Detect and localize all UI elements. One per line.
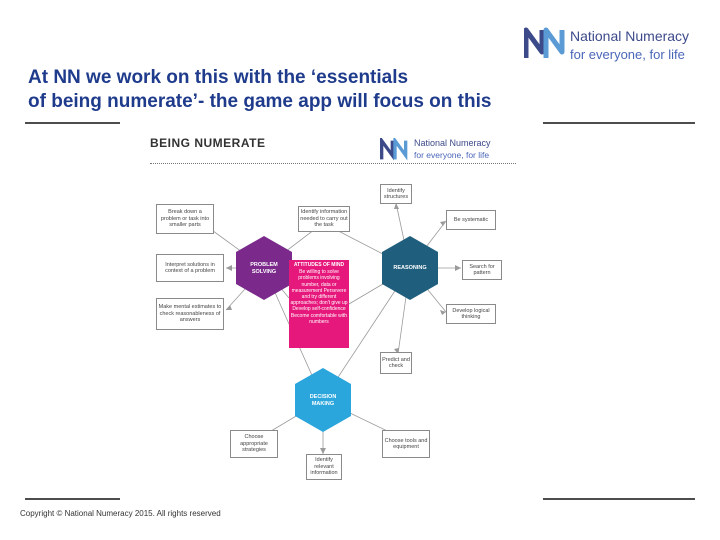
reasoning-label: REASONING <box>393 265 427 271</box>
diagram-logo-brand: National Numeracy <box>414 138 491 148</box>
attitudes-heading: ATTITUDES OF MIND <box>293 262 345 268</box>
divider-top-left <box>25 122 120 124</box>
box-break-down-problem: Break down a problem or task into smaller parts <box>156 204 214 234</box>
diagram-heading: BEING NUMERATE <box>150 136 266 150</box>
box-identify-relevant-information: Identify relevant information <box>306 454 342 480</box>
box-choose-appropriate-strategies: Choose appropriate strategies <box>230 430 278 458</box>
logo-brand-text: National Numeracy <box>570 28 690 44</box>
slide-title-line-1: At NN we work on this with the ‘essentials <box>28 67 409 88</box>
box-interpret-solutions: Interpret solutions in context of a problem <box>156 254 224 282</box>
box-identify-information-needed: Identify information needed to carry out the task <box>298 206 350 232</box>
slide-title-line-2: of being numerate’- the game app will focus on this <box>28 91 492 112</box>
box-search-for-pattern: Search for pattern <box>462 260 502 280</box>
box-predict-and-check: Predict and check <box>380 352 412 374</box>
box-identify-structures: Identify structures <box>380 184 412 204</box>
being-numerate-diagram <box>148 128 518 488</box>
problem-solving-label: PROBLEM SOLVING <box>250 262 278 275</box>
divider-top-right <box>543 122 695 124</box>
national-numeracy-logo <box>524 22 704 66</box>
attitudes-text: Be willing to solve problems involving number, data or measurement Persevere and try different approaches; don't give up Develop self-confidence Become comfortable with numbers <box>290 269 348 325</box>
box-make-mental-estimates: Make mental estimates to check reasonableness of answers <box>156 298 224 330</box>
slide-title <box>28 66 668 114</box>
logo-tagline-text: for everyone, for life <box>570 47 685 62</box>
decision-making-label: DECISION MAKING <box>309 394 337 407</box>
copyright-footer: Copyright © National Numeracy 2015. All rights reserved <box>20 509 221 518</box>
box-develop-logical-thinking: Develop logical thinking <box>446 304 496 324</box>
nn-monogram-icon <box>524 26 568 62</box>
diagram-logo-tagline: for everyone, for life <box>414 150 490 160</box>
divider-bottom-right <box>543 498 695 500</box>
attitudes-of-mind-box <box>289 260 349 348</box>
box-choose-tools-equipment: Choose tools and equipment <box>382 430 430 458</box>
box-be-systematic: Be systematic <box>446 210 496 230</box>
divider-bottom-left <box>25 498 120 500</box>
